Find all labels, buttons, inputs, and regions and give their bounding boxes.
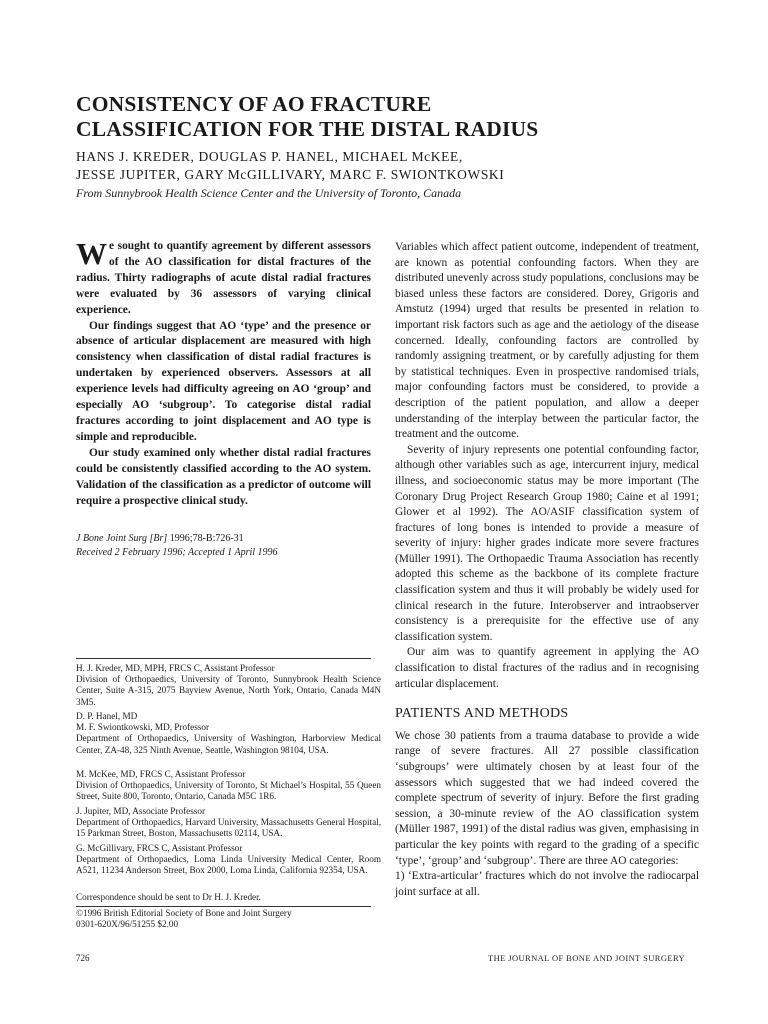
body-paragraph-1: Variables which affect patient outcome, independent of treatment, are known as potential confounding factors. When they are distributed unevenly across study populations, conclusions may be biased unless these factors are considered. Dorey, Grigoris and Amstutz (1994) urged that results be presented in relation to important risk factors such as age and the aetiology of the disease concerned. Ideally, confounding factors are controlled by randomly assigning treatment, or by carefully adjusting for them by statistical techniques. Even in prospective randomised trials, major confounding factors must be considered, to provide a description of the patient population, and allow a deeper understanding of the interplay between the particular factor, the treatment and the outcome.	[395, 241, 699, 441]
drop-cap: W	[76, 236, 107, 271]
page-number: 726	[76, 953, 90, 963]
body-paragraph-5: 1) ‘Extra-articular’ fractures which do not involve the radiocarpal joint surface at all.	[395, 870, 699, 898]
footnote-divider	[76, 658, 371, 659]
running-footer: THE JOURNAL OF BONE AND JOINT SURGERY	[488, 953, 686, 963]
abstract-paragraph-2: Our findings suggest that AO ‘type’ and the presence or absence of articular displacement are measured with high consistency when classification of distal radial fractures is undertaken by experienced observers. Assessors at all experience levels had difficulty agreeing on AO ‘group’ and especially AO ‘subgroup’. To categorise distal radial fractures according to joint displacement and AO type is simple and reproducible.	[76, 319, 371, 443]
affiliation: From Sunnybrook Health Science Center and the University of Toronto, Canada	[76, 186, 462, 200]
footnote-hanel-address: Department of Orthopaedics, University of Washington, Harborview Medical Center, ZA-48, 325 Ninth Avenue, Seattle, Washington 98104, USA.	[76, 733, 381, 755]
footnote-hanel	[76, 711, 381, 756]
body-paragraph-3: Our aim was to quantify agreement in applying the AO classification to distal fractures of the radius and in recognising articular displacement.	[395, 646, 699, 690]
footnote-jupiter	[76, 806, 381, 840]
footnote-jupiter-name: J. Jupiter, MD, Associate Professor	[76, 806, 206, 816]
footnote-mckee	[76, 769, 381, 803]
authors-line-1: HANS J. KREDER, DOUGLAS P. HANEL, MICHAEL McKEE,	[76, 149, 463, 164]
abstract-paragraph-1	[76, 236, 371, 319]
footnote-mcgillivary	[76, 843, 381, 877]
footnote-mcgillivary-name: G. McGillivary, FRCS C, Assistant Professor	[76, 843, 243, 853]
citation-block	[76, 532, 371, 560]
authors-line-2: JESSE JUPITER, GARY McGILLIVARY, MARC F. SWIONTKOWSKI	[76, 167, 505, 182]
footnote-mckee-name: M. McKee, MD, FRCS C, Assistant Professor	[76, 769, 246, 779]
footnote-kreder	[76, 663, 381, 708]
citation-volume: 1996;78-B:726-31	[167, 533, 244, 544]
body-paragraph-2: Severity of injury represents one potential confounding factor, although other variables such as age, intercurrent injury, medical illness, and socioeconomic status may be more important (The Coronary Drug Project Research Group 1980; Caine et al 1991; Glower et al 1992). The AO/ASIF classification system of fractures of long bones is intended to provide a measure of severity of injury: higher grades indicate more severe fractures (Müller 1991). The Orthopaedic Trauma Association has recently adopted this scheme as the backbone of its complete fracture classification system and thus it will probably be widely used for clinical research in the future. Interobserver and intraobserver consistency is a prerequisite for the effective use of any classification system.	[395, 443, 699, 643]
copyright-block	[76, 908, 381, 930]
abstract-p1-text: e sought to quantify agreement by different assessors of the AO classification for distal fractures of the radius. Thirty radiographs of acute distal radial fractures were evaluated by 36 assessors of varying clinical experience.	[76, 240, 371, 316]
abstract-paragraph-3: Our study examined only whether distal radial fractures could be consistently classified according to the AO system. Validation of the classification as a predictor of outcome will require a prospective clinical study.	[76, 446, 371, 507]
footnote-mckee-address: Division of Orthopaedics, University of Toronto, St Michael’s Hospital, 55 Queen Street, Suite 800, Toronto, Ontario, Canada M5C 1R6.	[76, 780, 381, 802]
body-column-right	[395, 240, 699, 900]
article-title	[76, 92, 716, 142]
citation-line	[76, 532, 371, 546]
footnote-kreder-name: H. J. Kreder, MD, MPH, FRCS C, Assistant Professor	[76, 663, 275, 673]
footnote-hanel-name: D. P. Hanel, MD	[76, 711, 138, 721]
copyright-divider	[76, 906, 371, 907]
title-line-1: CONSISTENCY OF AO FRACTURE	[76, 92, 432, 116]
section-heading: PATIENTS AND METHODS	[395, 706, 569, 722]
body-paragraph-4: We chose 30 patients from a trauma database to provide a wide range of severe fractures. All 27 possible classification ‘subgroups’ were ultimately chosen by at least four of the assessors which suggested that we had indeed covered the complete spectrum of severity of injury. Before the first grading session, a 30-minute review of the AO classification system (Müller 1987, 1991) of the distal radius was given, emphasising in particular the key points with regard to the grading of a specific ‘type’, ‘group’ and ‘subgroup’. There are three AO categories:	[395, 729, 699, 867]
footnote-jupiter-address: Department of Orthopaedics, Harvard University, Massachusetts General Hospital, 15 Parkman Street, Boston, Massachusetts 02114, USA.	[76, 817, 381, 839]
footnote-correspondence: Correspondence should be sent to Dr H. J. Kreder.	[76, 892, 261, 902]
footnote-kreder-address: Division of Orthopaedics, University of Toronto, Sunnybrook Health Science Center, Suite A-315, 2075 Bayview Avenue, North York, Ontario, Canada M4N 3M5.	[76, 674, 381, 707]
copyright-line-1: ©1996 British Editorial Society of Bone and Joint Surgery	[76, 908, 292, 918]
received-dates: Received 2 February 1996; Accepted 1 April 1996	[76, 546, 278, 558]
citation-journal: J Bone Joint Surg [Br]	[76, 533, 168, 544]
footnote-swiontkowski-name: M. F. Swiontkowski, MD, Professor	[76, 722, 210, 733]
author-list	[76, 148, 716, 184]
footnote-mcgillivary-address: Department of Orthopaedics, Loma Linda University Medical Center, Room A521, 11234 Anderson Street, Box 2000, Loma Linda, California 92354, USA.	[76, 854, 381, 876]
title-line-2: CLASSIFICATION FOR THE DISTAL RADIUS	[76, 117, 539, 141]
abstract	[76, 236, 371, 509]
copyright-line-2: 0301-620X/96/51255 $2.00	[76, 919, 179, 930]
